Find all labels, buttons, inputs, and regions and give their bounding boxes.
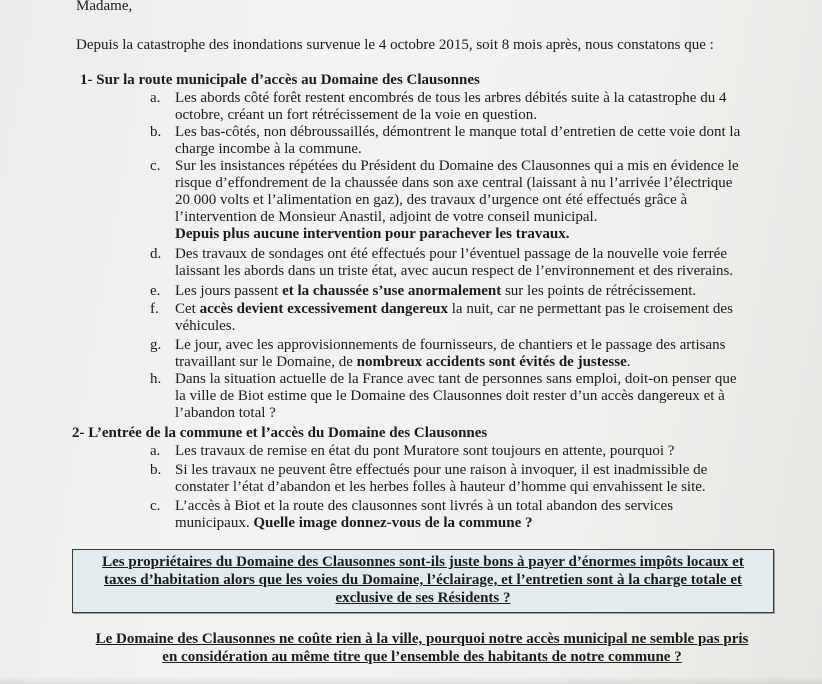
closing-line: en considération au même titre que l’ensemble des habitants de notre commune ? — [162, 649, 682, 665]
item-marker: a. — [150, 443, 161, 459]
item-line: l’intervention de Monsieur Anastil, adjoint de votre conseil municipal. — [175, 209, 598, 225]
closing-line: Le Domaine des Clausonnes ne coûte rien à la ville, pourquoi notre accès municipal ne semble pas pris — [95, 631, 749, 647]
boxed-line: taxes d’habitation alors que les voies du Domaine, l’éclairage, et l’entretien sont à la charge totale et — [104, 572, 742, 588]
item-line: Les bas-côtés, non débroussaillés, démontrent le manque total d’entretien de cette voie dont la — [175, 124, 741, 140]
item-line: Les abords côté forêt restent encombrés de tous les arbres débités suite à la catastrophe du 4 — [175, 90, 727, 106]
item-text: . — [626, 354, 631, 370]
item-line: Sur les insistances répétées du Président du Domaine des Clausonnes qui a mis en évidence le — [175, 158, 739, 174]
item-marker: d. — [150, 246, 162, 262]
section-1-heading: 1- Sur la route municipale d’accès au Domaine des Clausonnes — [80, 72, 480, 88]
item-marker: a. — [150, 90, 161, 106]
item-line: Dans la situation actuelle de la France avec tant de personnes sans emploi, doit-on penser que — [175, 371, 737, 387]
item-marker: b. — [150, 124, 162, 140]
item-bold-text: Quelle image donnez-vous de la commune ? — [253, 515, 533, 531]
item-marker: e. — [150, 283, 161, 299]
item-line — [175, 354, 787, 371]
item-text: sur les points de rétrécissement. — [501, 283, 697, 299]
item-text: municipaux. — [175, 515, 254, 531]
item-line: 20 000 volts et l’alimentation en gaz), des travaux d’urgence ont été effectués grâce à — [175, 192, 688, 208]
section-2-heading: 2- L’entrée de la commune et l’accès du Domaine des Clausonnes — [72, 425, 488, 441]
item-bold-line: Depuis plus aucune intervention pour parachever les travaux. — [175, 226, 570, 242]
boxed-line: Les propriétaires du Domaine des Clausonnes sont-ils juste bons à payer d’énormes impôts locaux et — [102, 554, 744, 570]
item-marker: f. — [150, 301, 159, 317]
item-line: constater l’état d’abandon et les herbes folles à hauteur d’homme qui envahissent le site. — [175, 479, 706, 495]
boxed-question — [72, 549, 774, 613]
item-text: travaillant sur le Domaine, de — [175, 354, 357, 370]
closing-question — [72, 630, 772, 666]
item-line: la ville de Biot estime que le Domaine des Clausonnes doit rester d’un accès dangereux et à — [175, 388, 725, 404]
item-bold-text: accès devient excessivement dangereux — [199, 301, 449, 317]
item-text: la nuit, car ne permettant pas le croisement des — [448, 301, 733, 317]
item-marker: c. — [150, 498, 161, 514]
intro-paragraph: Depuis la catastrophe des inondations survenue le 4 octobre 2015, soit 8 mois après, nous constatons que : — [76, 37, 714, 53]
item-marker: g. — [150, 337, 162, 353]
item-line: Des travaux de sondages ont été effectués pour l’éventuel passage de la nouvelle voie ferrée — [175, 246, 727, 262]
item-marker: c. — [150, 158, 161, 174]
item-text: Cet — [175, 301, 200, 317]
item-bold-text: et la chaussée s’use anormalement — [282, 283, 502, 299]
item-line: charge incombe à la commune. — [175, 141, 362, 157]
item-line: laissant les abords dans un triste état, avec aucun respect de l’environnement et des riverains. — [175, 263, 734, 279]
item-text: Les jours passent — [175, 283, 283, 299]
item-line: Si les travaux ne peuvent être effectués pour une raison à invoquer, il est inadmissible de — [175, 462, 708, 478]
item-line: octobre, créant un fort rétrécissement de la voie en question. — [175, 107, 537, 123]
item-line — [175, 283, 787, 300]
item-marker: b. — [150, 462, 162, 478]
item-line: Les travaux de remise en état du pont Muratore sont toujours en attente, pourquoi ? — [175, 443, 675, 459]
item-bold-text: nombreux accidents sont évités de justesse — [356, 354, 627, 370]
item-line: risque d’effondrement de la chaussée dans son axe central (laissant à nu l’arrivée l’électrique — [175, 175, 733, 191]
item-marker: h. — [150, 371, 162, 387]
item-line — [175, 515, 787, 532]
item-line — [175, 301, 787, 318]
item-line: L’accès à Biot et la route des clausonnes sont livrés à un total abandon des services — [175, 498, 674, 514]
page-fold-shadow — [0, 676, 822, 684]
item-line: Le jour, avec les approvisionnements de fournisseurs, de chantiers et le passage des artisans — [175, 337, 726, 353]
boxed-question-text — [73, 553, 773, 607]
item-line: véhicules. — [175, 318, 236, 334]
item-line: l’abandon total ? — [175, 405, 276, 421]
greeting: Madame, — [76, 0, 133, 14]
boxed-line: exclusive de ses Résidents ? — [335, 590, 511, 606]
